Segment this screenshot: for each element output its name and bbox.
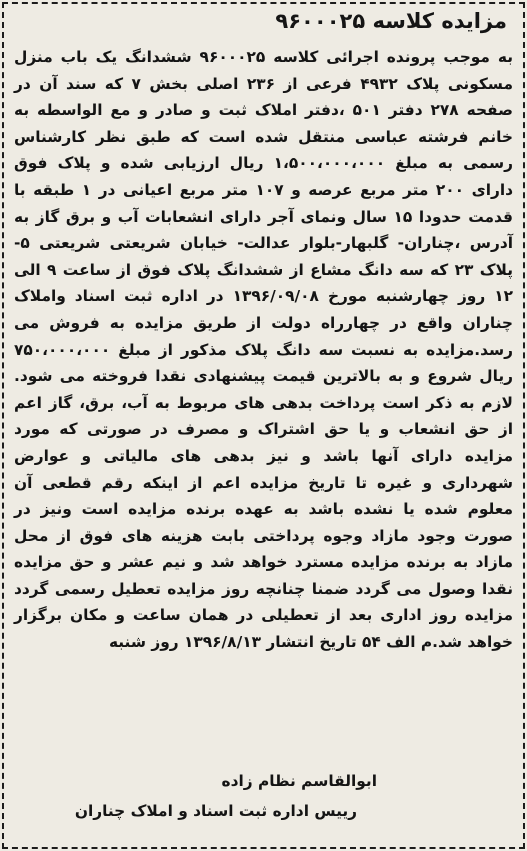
notice-title: مزایده کلاسه ۹۶۰۰۰۲۵ xyxy=(275,9,507,33)
notice-body: به موجب پرونده اجرائی کلاسه ۹۶۰۰۰۲۵ ششدانگ یک باب منزل مسکونی پلاک ۴۹۳۲ فرعی از ۲۳۶ اصلی بخش ۷ که سند آن در صفحه ۲۷۸ دفتر ۵۰۱ ،دفتر املاک ثبت و صادر و مع الواسطه به خانم فرشته عباسی منتقل شده است که طبق نظر کارشناس رسمی به مبلغ ۱،۵۰۰،۰۰۰،۰۰۰ ریال ارزیابی شده و پلاک فوق دارای ۲۰۰ متر مربع عرصه و ۱۰۷ متر مربع اعیانی در ۱ طبقه با قدمت حدودا ۱۵ سال ونمای آجر دارای انشعابات آب و برق گاز به آدرس ،چناران- گلبهار-بلوار عدالت- خیابان شریعتی شریعتی ۵- پلاک ۲۳ که سه دانگ مشاع از ششدانگ پلاک فوق از ساعت ۹ الی ۱۲ روز چهارشنبه مورخ ۱۳۹۶/۰۹/۰۸ در اداره ثبت اسناد واملاک چناران واقع در چهارراه دولت از طریق مزایده به فروش می رسد.مزایده به نسبت سه دانگ پلاک مذکور از مبلغ ۷۵۰،۰۰۰،۰۰۰ ریال شروع و به بالاترین قیمت پیشنهادی نقدا فروخته می شود. لازم به ذکر است پرداخت بدهی های مربوط به آب، برق، گاز اعم از حق انشعاب و یا حق اشتراک و مصرف در صورتی که مورد مزایده دارای آنها باشد و نیز بدهی های مالیاتی و عوارض شهرداری و غیره تا تاریخ مزایده اعم از اینکه رقم قطعی آن معلوم شده یا نشده باشد به عهده برنده مزایده است ونیز در صورت وجود مازاد وجوه پرداختی بابت هزینه های فوق از محل مازاد به برنده مزایده مسترد خواهد شد و نیم عشر و حق مزایده نقدا وصول می گردد ضمنا چنانچه روز مزایده تعطیل رسمی گردد مزایده روز اداری بعد از تعطیلی در همان ساعت و مکان برگزار خواهد شد.م الف ۵۴ تاریخ انتشار ۱۳۹۶/۸/۱۳ روز شنبه xyxy=(14,48,514,652)
signature-name: ابوالقاسم نظام زاده xyxy=(221,772,377,790)
signature-title: رییس اداره ثبت اسناد و املاک چناران xyxy=(74,802,357,820)
